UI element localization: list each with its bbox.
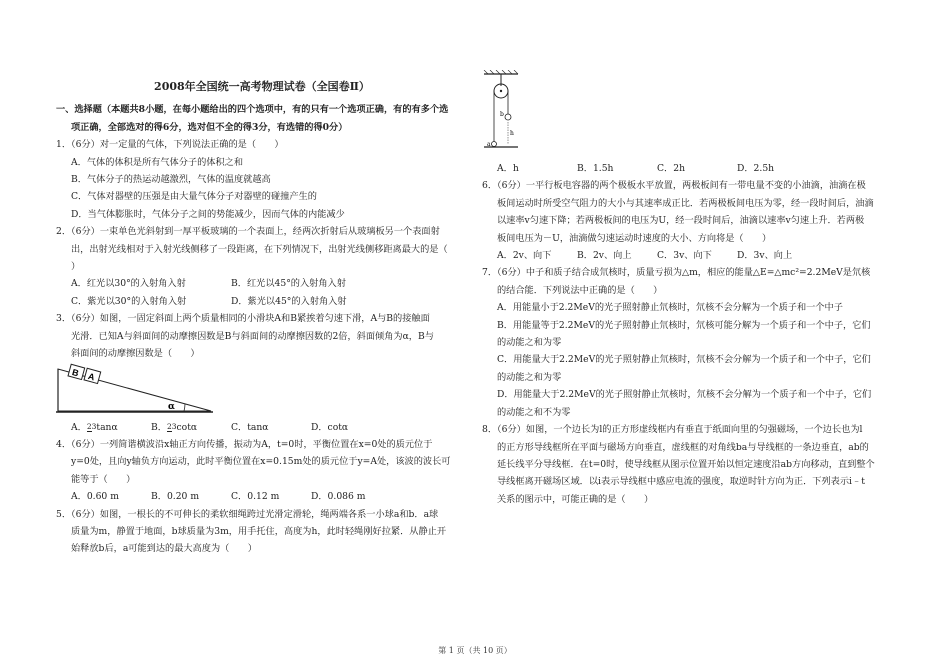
question-1 — [56, 136, 468, 223]
q3-option-a-prefix: A． — [71, 421, 87, 433]
q1-option-b: B．气体分子的热运动越激烈，气体的温度就越高 — [71, 174, 271, 186]
right-column — [482, 160, 894, 508]
angle-label: α — [168, 401, 175, 412]
q7-line-1: 7．（6分）中子和质子结合成氘核时，质量亏损为△m，相应的能量△E=△mc²=2.2MeV是氘核 — [482, 267, 871, 279]
q1-stem: 1．（6分）对一定量的气体，下列说法正确的是（ ） — [56, 139, 284, 151]
q3-option-a-func: tanα — [96, 421, 118, 433]
q6-line-2: 板间运动时所受空气阻力的大小与其速率成正比．若两极板间电压为零，经一段时间后，油滴 — [497, 197, 874, 209]
q2-line-1: 2．（6分）一束单色光斜射到一厚平板玻璃的一个表面上，经两次折射后从玻璃板另一个表面射 — [56, 226, 440, 238]
q4-option-d: D．0.086 m — [311, 491, 366, 503]
ball-a — [492, 142, 497, 147]
q4-line-2: y=0处，且向y轴负方向运动，此时平衡位置在x=0.15m处的质元位于y=A处，该波的波长可 — [71, 456, 451, 468]
q2-option-c: C．紫光以30°的入射角入射 — [71, 295, 187, 307]
q2-option-a: A．红光以30°的入射角入射 — [71, 278, 186, 290]
q2-options-row-2 — [56, 293, 468, 310]
ball-b — [505, 114, 511, 120]
q5-line-1: 5．（6分）如图，一根长的不可伸长的柔软细绳跨过光滑定滑轮，绳两端各系一小球a和b．a球 — [56, 508, 439, 520]
question-3 — [56, 310, 468, 436]
q5-option-d: D．2.5h — [737, 163, 775, 174]
block-b-label: B — [70, 366, 80, 378]
q2-option-d: D．紫光以45°的入射角入射 — [231, 295, 347, 307]
q7-option-c: C．用能量大于2.2MeV的光子照射静止氘核时，氘核不会分解为一个质子和一个中子，它们 — [497, 354, 871, 366]
left-column — [56, 78, 468, 558]
q7-option-c-cont: 的动能之和为零 — [497, 371, 562, 383]
q1-option-c: C．气体对器壁的压强是由大量气体分子对器壁的碰撞产生的 — [71, 191, 317, 203]
q6-options-row — [482, 247, 894, 264]
q4-line-3: 能等于（ ） — [71, 473, 136, 485]
page-title: 2008年全国统一高考物理试卷（全国卷Ⅱ） — [154, 80, 370, 93]
q4-options-row — [56, 488, 468, 505]
q6-option-b: B．2v、向上 — [577, 250, 632, 262]
question-8 — [482, 421, 894, 508]
question-6 — [482, 177, 894, 264]
q7-option-b: B．用能量等于2.2MeV的光子照射静止氘核时，氘核可能分解为一个质子和一个中子，它们 — [497, 319, 871, 331]
q6-line-3: 以速率v匀速下降；若两极板间的电压为U，经一段时间后，油滴以速率v匀速上升．若两极 — [497, 215, 865, 227]
height-label: h — [510, 130, 514, 137]
q3-option-a-fraction — [87, 423, 97, 432]
question-2 — [56, 223, 468, 310]
q6-line-1: 6．（6分）一平行板电容器的两个极板水平放置，两极板间有一带电量不变的小油滴，油滴在极 — [482, 180, 866, 192]
block-a-group — [84, 368, 101, 383]
angle-arc — [184, 404, 185, 411]
q5-options-row — [482, 160, 894, 177]
q7-option-a: A．用能量小于2.2MeV的光子照射静止氘核时，氘核不会分解为一个质子和一个中子 — [497, 302, 843, 314]
q3-a-denominator: 3 — [91, 421, 97, 431]
q8-line-3: 延长线平分导线框．在t=0时，使导线框从图示位置开始以恒定速度沿ab方向移动，直到整个 — [497, 458, 875, 470]
q3-b-numerator: 2 — [166, 421, 172, 431]
q2-line-2: 出，出射光线相对于入射光线侧移了一段距离，在下列情况下，出射光线侧移距离最大的是（ — [71, 243, 448, 255]
question-7 — [482, 264, 894, 421]
q4-line-1: 4．（6分）一列简谐横波沿x轴正方向传播，振动为A，t=0时，平衡位置在x=0处的质元位于 — [56, 438, 433, 450]
q3-option-b-prefix: B． — [151, 421, 167, 433]
question-5 — [56, 506, 468, 558]
q4-option-a: A．0.60 m — [71, 491, 119, 503]
q5-line-2: 质量为m，静置于地面，b球质量为3m，用手托住，高度为h，此时轻绳刚好拉紧．从静止开 — [71, 525, 447, 537]
q3-options-row — [56, 419, 468, 436]
incline-figure — [56, 363, 216, 415]
ball-b-label: b — [500, 111, 504, 118]
q5-option-a: A．h — [497, 163, 519, 174]
ball-a-label: a — [487, 141, 491, 148]
q7-line-2: 的结合能．下列说法中正确的是（ ） — [497, 284, 663, 296]
q8-line-1: 8．（6分）如图，一个边长为l的正方形虚线框内有垂直于纸面向里的匀强磁场，一个边长也为l — [482, 424, 863, 436]
q3-line-3: 斜面间的动摩擦因数是（ ） — [71, 348, 200, 360]
q6-option-a: A．2v、向下 — [497, 250, 552, 262]
q8-line-4: 导线框离开磁场区域．以i表示导线框中感应电流的强度，取逆时针方向为正．下列表示i﹣t — [497, 476, 865, 488]
block-b-group — [68, 364, 85, 379]
q5-option-c: C．2h — [657, 163, 685, 174]
q1-option-a: A．气体的体积是所有气体分子的体积之和 — [71, 156, 244, 168]
q2-line-3: ） — [71, 261, 81, 273]
q3-a-numerator: 2 — [86, 421, 92, 431]
q7-option-b-cont: 的动能之和为零 — [497, 337, 562, 349]
q3-b-denominator: 3 — [171, 421, 177, 431]
section-header-cont: 项正确，全部选对的得6分，选对但不全的得3分，有选错的得0分） — [71, 121, 348, 133]
pulley-figure — [482, 70, 532, 152]
question-4 — [56, 436, 468, 506]
q2-options-row-1 — [56, 275, 468, 292]
q2-option-b: B．红光以45°的入射角入射 — [231, 278, 346, 290]
q3-option-b-func: cotα — [176, 421, 198, 433]
q7-option-d-cont: 的动能之和不为零 — [497, 406, 571, 418]
block-a-label: A — [86, 370, 96, 382]
q8-line-5: 关系的图示中，可能正确的是（ ） — [497, 493, 654, 505]
page-footer: 第 1 页（共 10 页） — [438, 646, 512, 655]
q6-option-c: C．3v、向下 — [657, 250, 712, 262]
q5-line-3: 始释放b后，a可能到达的最大高度为（ ） — [71, 543, 257, 555]
q3-line-2: 光滑．已知A与斜面间的动摩擦因数是B与斜面间的动摩擦因数的2倍，斜面倾角为α，B与 — [71, 330, 434, 342]
q3-option-b — [151, 419, 231, 436]
section-header: 一、选择题（本题共8小题，在每小题给出的四个选项中，有的只有一个选项正确，有的有多个选 — [56, 104, 449, 116]
q8-line-2: 的正方形导线框所在平面与磁场方向垂直，虚线框的对角线ba与导线框的一条边垂直，ab的 — [497, 441, 869, 453]
q6-option-d: D．3v、向上 — [737, 250, 793, 262]
q3-option-a — [71, 419, 151, 436]
q4-option-b: B．0.20 m — [151, 491, 200, 503]
q4-option-c: C．0.12 m — [231, 491, 280, 503]
q3-option-b-fraction — [167, 423, 177, 432]
q3-line-1: 3．（6分）如图，一固定斜面上两个质量相同的小滑块A和B紧挨着匀速下滑，A与B的接触面 — [56, 313, 430, 325]
q7-option-d: D．用能量大于2.2MeV的光子照射静止氘核时，氘核不会分解为一个质子和一个中子，它们 — [497, 389, 872, 401]
q3-option-d: D．cotα — [311, 421, 349, 433]
q6-line-4: 板间电压为－U，油滴做匀速运动时速度的大小、方向将是（ ） — [497, 232, 772, 244]
q1-option-d: D．当气体膨胀时，气体分子之间的势能减少，因而气体的内能减少 — [71, 208, 345, 220]
q3-option-c: C．tanα — [231, 421, 269, 433]
q5-option-b: B．1.5h — [577, 163, 614, 174]
